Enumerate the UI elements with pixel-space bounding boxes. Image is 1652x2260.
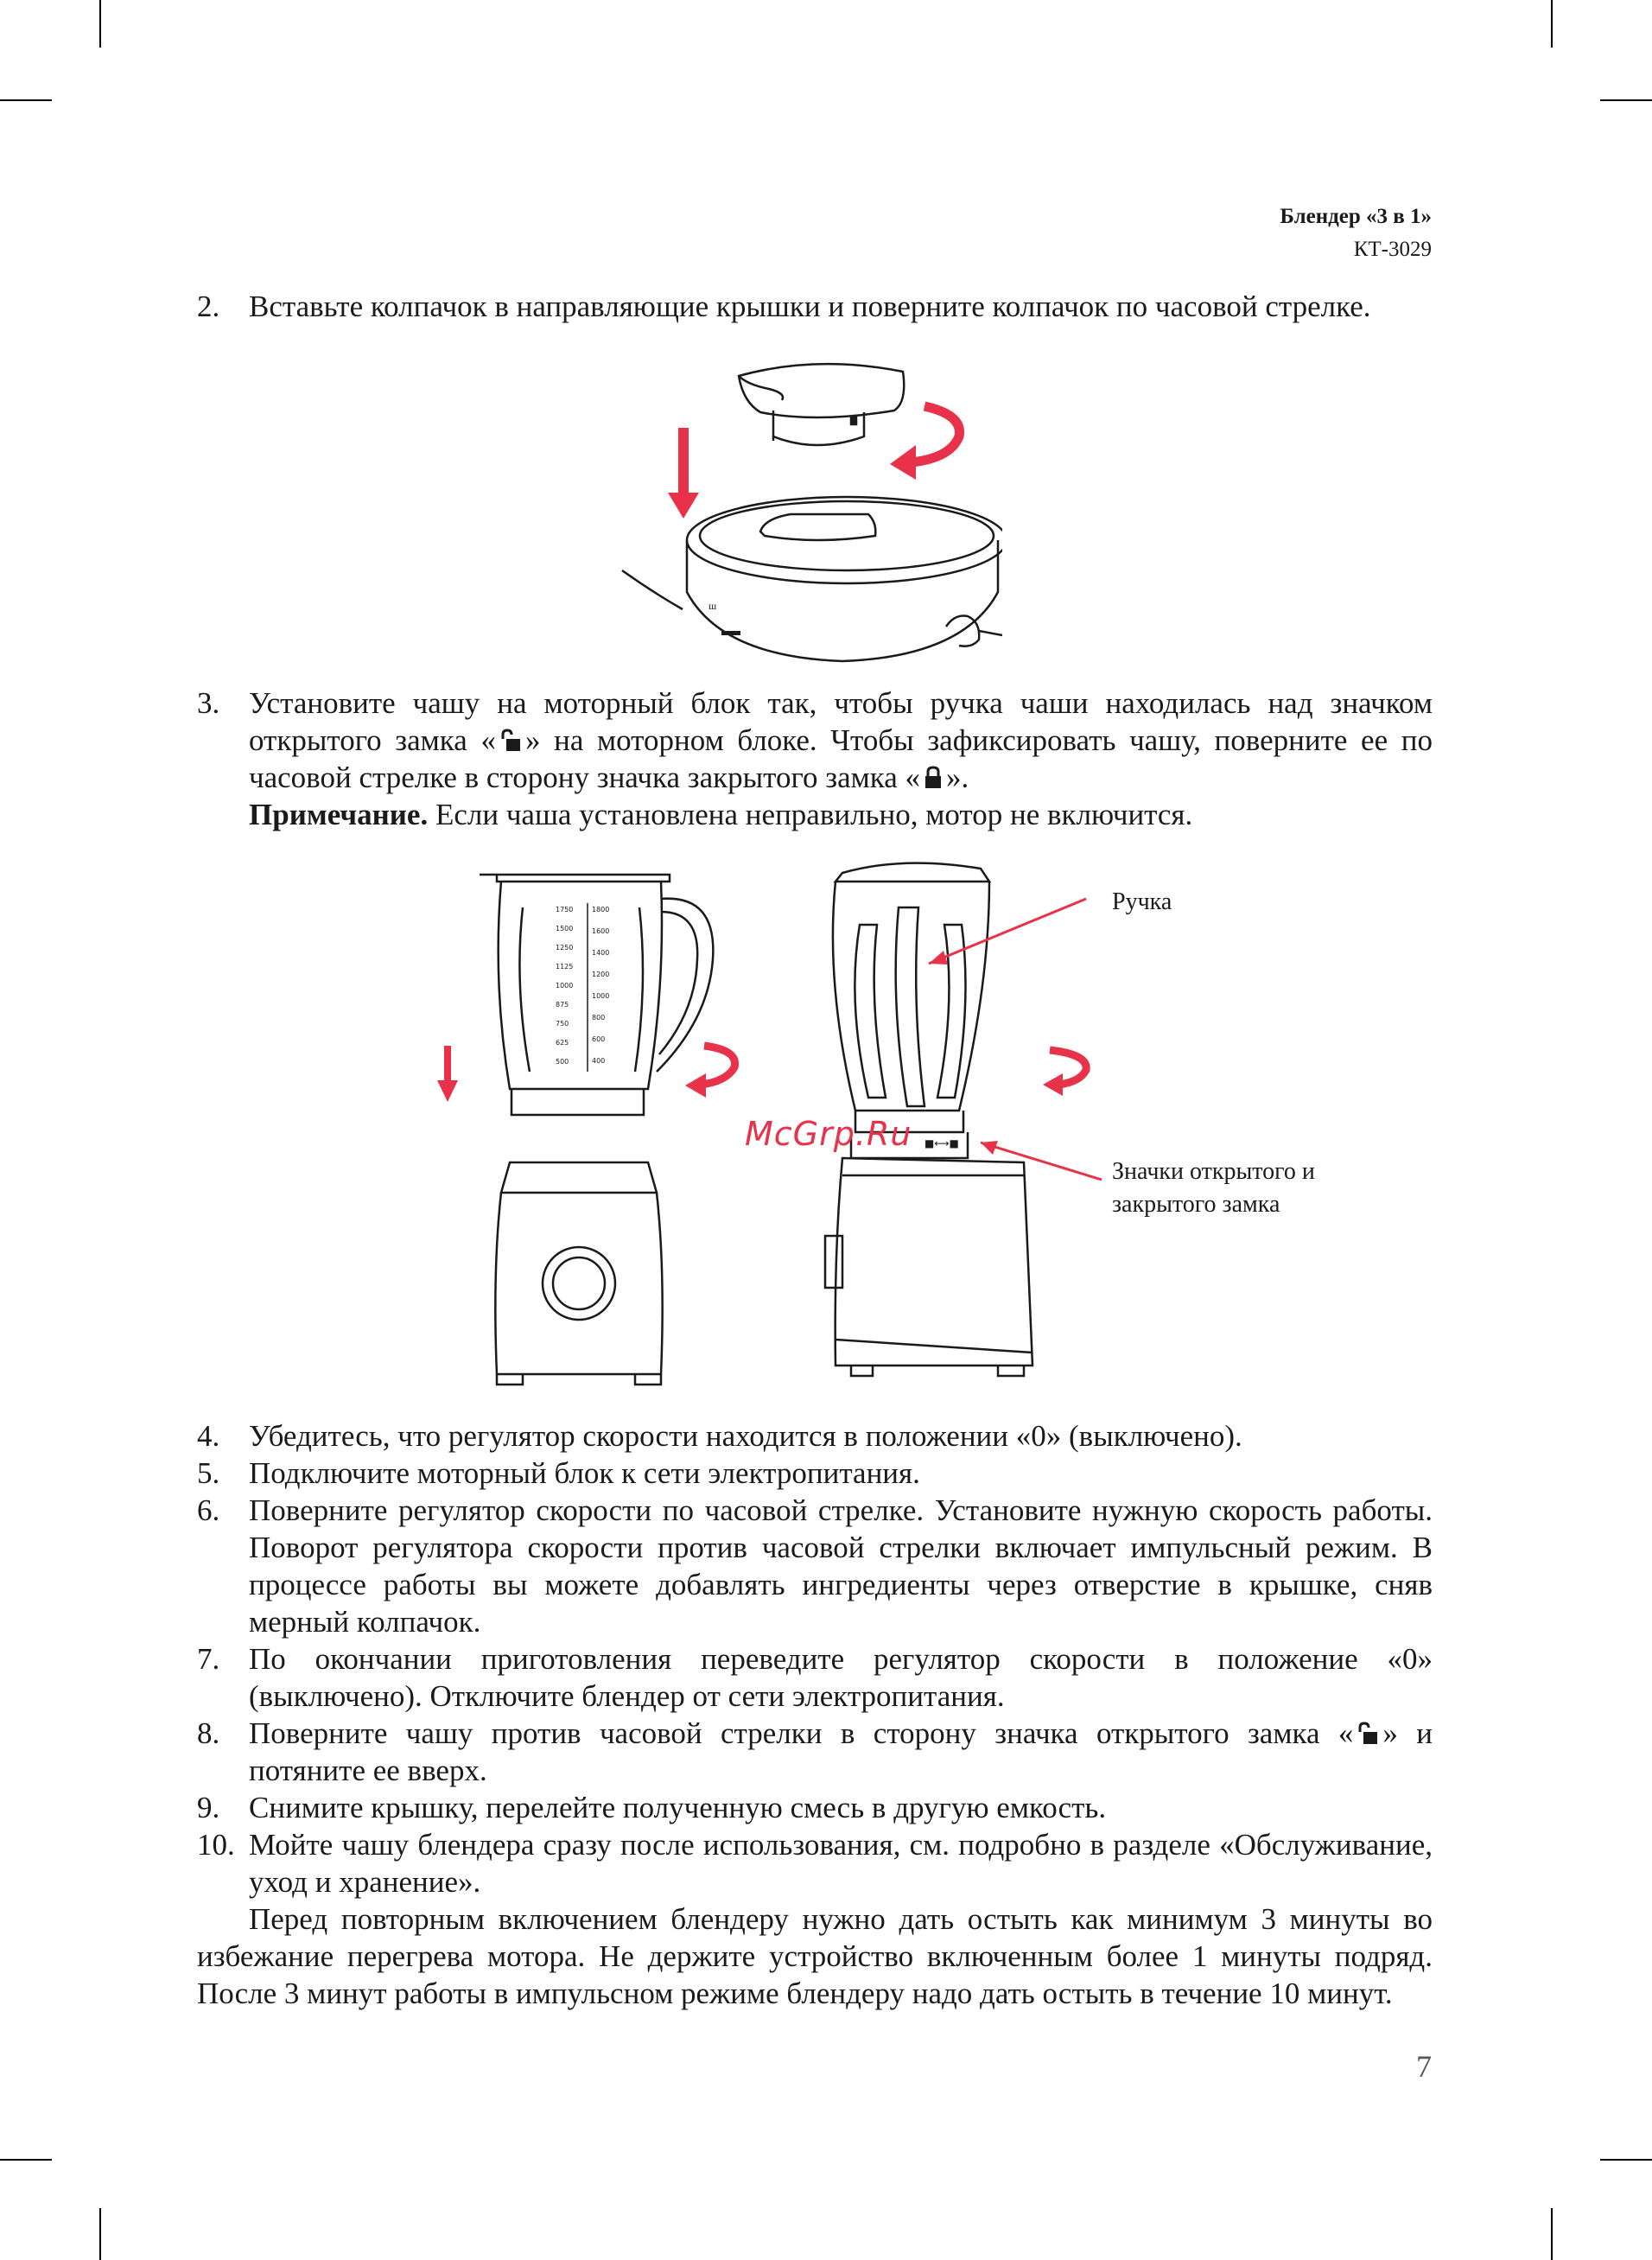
scale-label: 400 — [592, 1057, 606, 1065]
item-number: 10. — [197, 1828, 235, 1862]
item-text — [249, 684, 1433, 796]
item-text — [249, 1715, 1433, 1789]
step8-text-1: Поверните чашу против часовой стрелки в сторону значка открытого замка « — [249, 1716, 1354, 1750]
list-item — [197, 1455, 1433, 1492]
list-item — [197, 1640, 1433, 1715]
header-model: КТ-3029 — [1353, 238, 1432, 261]
callout-line-handle — [929, 899, 1086, 964]
note — [249, 796, 1433, 833]
item-number: 3. — [197, 686, 220, 720]
svg-text:■⟷■: ■⟷■ — [924, 1137, 959, 1149]
scale-label: 1200 — [592, 971, 610, 978]
step3-text-3: ». — [946, 761, 969, 794]
scale-label: 1600 — [592, 927, 610, 935]
scale-label: 1500 — [556, 925, 574, 933]
item-number: 7. — [197, 1642, 220, 1676]
crop-mark — [99, 2208, 101, 2260]
rotate-arrowhead-icon — [890, 445, 916, 480]
scale-label: 500 — [556, 1058, 569, 1066]
crop-mark — [1551, 2208, 1553, 2260]
item-text: Снимите крышку, перелейте полученную смесь в другую емкость. — [249, 1791, 1107, 1824]
scale-label: 875 — [556, 1001, 569, 1009]
rotate-arrowhead-icon — [685, 1073, 706, 1098]
rotate-clockwise-icon — [912, 406, 960, 462]
list-item — [197, 1789, 1433, 1826]
steps-bottom — [197, 1417, 1433, 2012]
crop-mark — [0, 99, 52, 101]
note-text: Если чаша установлена неправильно, мотор не включится. — [428, 798, 1193, 831]
label-locks-line-1: Значки открытого и — [1112, 1158, 1315, 1185]
label-locks — [1112, 1155, 1315, 1221]
open-lock-icon — [1357, 1722, 1379, 1746]
item-number: 2. — [197, 290, 220, 323]
scale-label: 750 — [556, 1020, 569, 1028]
list-item — [197, 288, 1433, 325]
svg-text:ш: ш — [708, 600, 717, 612]
list-item — [197, 1417, 1433, 1455]
scale-label: 1800 — [592, 906, 610, 914]
final-paragraph: Перед повторным включением блендеру нужно дать остыть как минимум 3 минуты во избежание перегрева мотора. Не держите устройство включенным более 1 минуты подряд. После 3 минут работы в импульсном режиме блендеру надо дать остыть в течение 10 минут. — [197, 1902, 1433, 2010]
crop-mark — [1600, 2159, 1652, 2161]
page-number: 7 — [1416, 2049, 1432, 2084]
step3-text-2: » на моторном блоке. Чтобы зафиксировать чашу, поверните ее по часовой стрелке в сторону значка закрытого замка « — [249, 723, 1433, 794]
scale-label: 600 — [592, 1035, 606, 1043]
steps-top — [197, 288, 1433, 325]
item-number: 6. — [197, 1493, 220, 1527]
scale-label: 1125 — [556, 963, 574, 971]
scale-label: 1000 — [592, 992, 610, 1000]
item-number: 4. — [197, 1419, 220, 1453]
list-item — [197, 1492, 1433, 1640]
watermark: McGrp.Ru — [745, 1115, 912, 1153]
scale-label: 1750 — [556, 906, 574, 914]
item-number: 8. — [197, 1716, 220, 1750]
scale-label: 800 — [592, 1014, 606, 1022]
arrow-down-icon — [437, 1046, 458, 1102]
label-locks-line-2: закрытого замка — [1112, 1191, 1280, 1218]
crop-mark — [0, 2159, 52, 2161]
item-text: По окончании приготовления переведите регулятор скорости в положение «0» (выключено). Отключите блендер от сети электропитания. — [249, 1642, 1433, 1713]
header-title: Блендер «3 в 1» — [1280, 205, 1432, 228]
running-header — [1280, 201, 1432, 266]
open-lock-icon — [499, 729, 522, 753]
step8-text-2: » и потяните ее вверх. — [249, 1716, 1433, 1787]
crop-mark — [1600, 99, 1652, 101]
list-item — [197, 684, 1433, 833]
list-item — [197, 1826, 1433, 1900]
lid-cap-illustration — [618, 350, 1002, 678]
note-label: Примечание. — [249, 798, 429, 831]
item-text: Поверните регулятор скорости по часовой стрелке. Установите нужную скорость работы. Поворот регулятора скорости против часовой стрелки включает импульсный режим. В процессе работы вы можете добавлять ингредиенты через отверстие в крышке, сняв мерный колпачок. — [249, 1493, 1433, 1639]
step3-text-1: Установите чашу на моторный блок так, чтобы ручка чаши находилась над значком открытого замка « — [249, 686, 1433, 757]
step-3 — [197, 684, 1433, 833]
scale-label: 1000 — [556, 982, 574, 990]
item-text: Мойте чашу блендера сразу после использования, см. подробно в разделе «Обслуживание, уход и хранение». — [249, 1828, 1433, 1899]
item-number: 5. — [197, 1456, 220, 1490]
scale-label: 1250 — [556, 944, 574, 952]
list-item — [197, 1715, 1433, 1789]
item-number: 9. — [197, 1791, 220, 1824]
scale-label: 1400 — [592, 949, 610, 957]
label-handle: Ручка — [1112, 888, 1172, 915]
item-text: Убедитесь, что регулятор скорости находится в положении «0» (выключено). — [249, 1419, 1242, 1453]
closed-lock-icon — [924, 766, 943, 790]
rotate-arrowhead-icon — [1043, 1073, 1063, 1096]
item-text: Вставьте колпачок в направляющие крышки и поверните колпачок по часовой стрелке. — [249, 290, 1371, 323]
crop-mark — [99, 0, 101, 48]
arrow-down-icon — [668, 428, 699, 519]
item-text: Подключите моторный блок к сети электропитания. — [249, 1456, 920, 1490]
scale-label: 625 — [556, 1039, 569, 1047]
crop-mark — [1551, 0, 1553, 48]
